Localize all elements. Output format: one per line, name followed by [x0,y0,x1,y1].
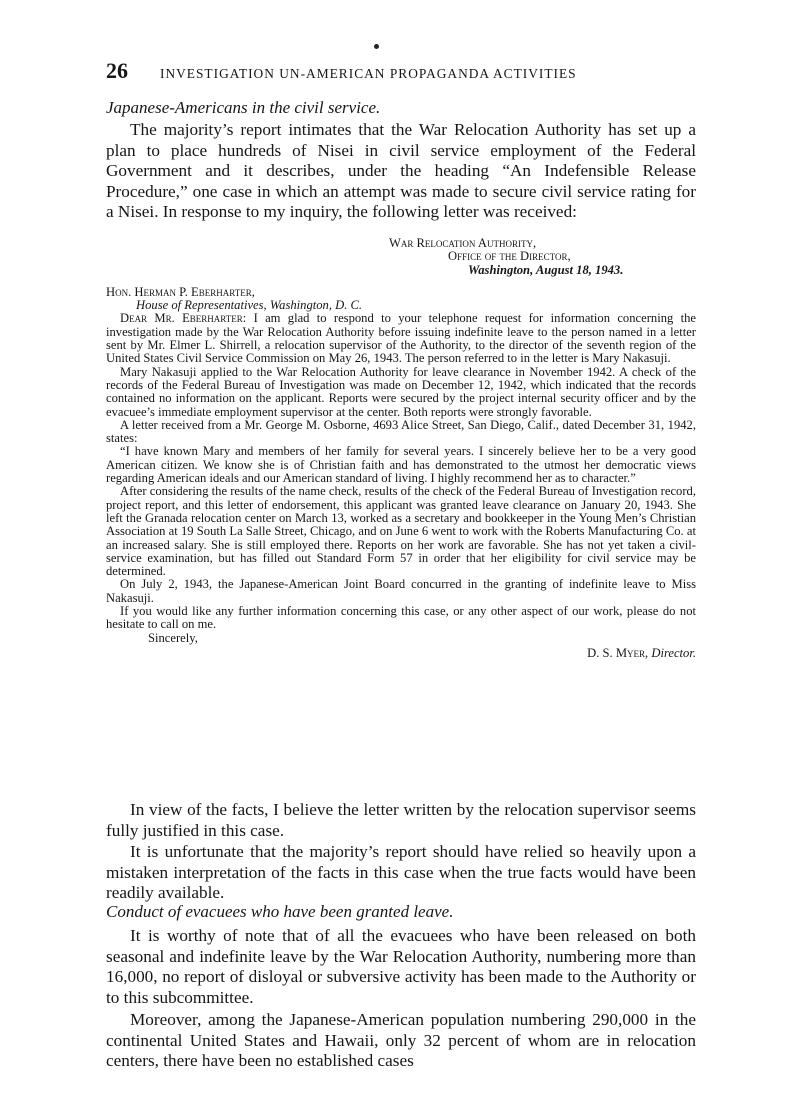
letter-date: Washington, August 18, 1943. [468,262,624,277]
letter-paragraph-5: After considering the results of the name check, results of the check of the Federal Bureau of Investigation record, project report, and this letter of endorsement, this applicant was granted leave clearance on January 20, 1943. She left the Granada relocation center on March 13, worked as a secretary and bookkeeper in the Young Men’s Christian Association at 19 South La Salle Street, Chicago, and on June 6 went to work with the Roberts Manufacturing Co. at an increased salary. She is still employed there. Reports on her work are favorable. She has not yet taken a civil-service examination, but has filled out Standard Form 57 in order that her eligibility for civil service may be determined. [106,484,696,579]
section-heading-conduct: Conduct of evacuees who have been granted leave. [106,902,454,921]
signer-name: D. S. Myer, [587,645,649,660]
paragraph-unfortunate: It is unfortunate that the majority’s report should have relied so heavily upon a mistaken interpretation of the facts in this case when the true facts would have been readily available. [106,842,696,903]
letter-paragraph-2: Mary Nakasuji applied to the War Relocation Authority for leave clearance in November 1942. A check of the records of the Federal Bureau of Investigation was made on December 12, 1942, which indicated that the records contained no information on the applicant. Reports were secured by the project internal security officer and by the evacuee’s immediate employment supervisor at the center. Both reports were strongly favorable. [106,364,696,419]
letter-addressee-office: House of Representatives, Washington, D. C. [136,298,363,313]
letter-paragraph-7: If you would like any further information concerning this case, or any other aspect of our work, please do not hesitate to call on me. [106,604,696,632]
letter-quotation: “I have known Mary and members of her family for several years. I sincerely believe her to be a very good American citizen. We know she is of Christian faith and has demonstrated to the utmost her democratic views regarding American ideals and our American standard of living. I highly recommend her as to character.” [106,444,696,486]
letter-paragraph-6: On July 2, 1943, the Japanese-American Joint Board concurred in the granting of indefinite leave to Miss Nakasuji. [106,577,696,605]
signer-title: Director. [651,645,696,660]
letter-salutation: Dear Mr. Eberharter: [120,311,247,326]
quoted-letter [106,237,696,660]
running-header [106,58,706,88]
paragraph-view-of-facts: In view of the facts, I believe the letter written by the relocation supervisor seems fully justified in this case. [106,800,696,840]
letter-sender-org: War Relocation Authority, [389,236,537,250]
letter-signature [106,647,696,660]
running-title: INVESTIGATION UN-AMERICAN PROPAGANDA ACTIVITIES [160,66,577,81]
letter-paragraph-1-text: I am glad to respond to your telephone request for information concerning the investigation made by the War Relocation Authority before issuing indefinite leave to the person named in a letter sent by Mr. Elmer L. Shirrell, a relocation supervisor of the Authority, to the director of the seventh region of the United States Civil Service Commission on May 26, 1943. The person referred to in the letter is Mary Nakasuji. [106,311,696,366]
letter-closing: Sincerely, [148,630,198,645]
paragraph-worthy-of-note: It is worthy of note that of all the evacuees who have been released on both seasonal and indefinite leave by the War Relocation Authority, numbering more than 16,000, no report of disloyal or subversive activity has been made to the Authority or to this subcommittee. [106,926,696,1007]
letter-paragraph-3: A letter received from a Mr. George M. Osborne, 4693 Alice Street, San Diego, Calif., dated December 31, 1942, states: [106,417,696,446]
letter-paragraph-1 [106,312,696,365]
letter-sender-office: Office of the Director, [448,249,571,264]
page-mark [374,44,379,49]
section-heading-civil-service: Japanese-Americans in the civil service. [106,98,381,117]
paragraph-moreover: Moreover, among the Japanese-American population numbering 290,000 in the continental United States and Hawaii, only 32 percent of whom are in relocation centers, there have been no established cases [106,1010,696,1071]
letter-addressee: Hon. Herman P. Eberharter, [106,284,255,299]
page-number: 26 [106,58,128,83]
paragraph-majority-report: The majority’s report intimates that the War Relocation Authority has set up a plan to place hundreds of Nisei in civil service employment of the Federal Government and it describes, under the heading “An Indefensible Release Procedure,” one case in which an attempt was made to secure civil service rating for a Nisei. In response to my inquiry, the following letter was received: [106,120,696,222]
